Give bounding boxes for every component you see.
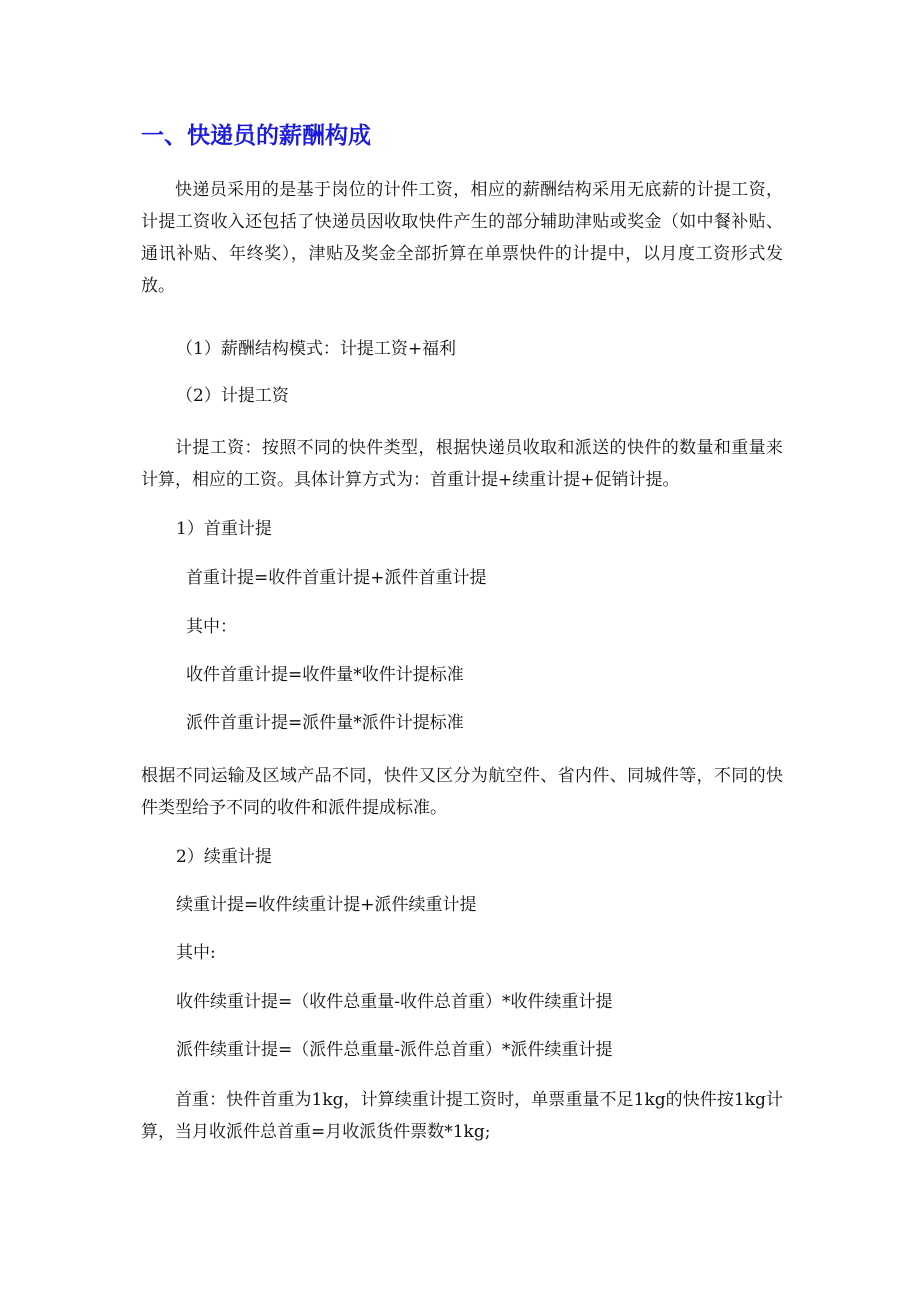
continued-weight-receive-formula: 收件续重计提=（收件总重量-收件总首重）*收件续重计提 (176, 992, 613, 1012)
first-weight-dispatch-formula: 派件首重计提=派件量*派件计提标准 (186, 713, 464, 733)
section-title: 一、快递员的薪酬构成 (141, 123, 371, 149)
first-weight-formula: 首重计提=收件首重计提+派件首重计提 (186, 568, 487, 588)
item-commission-wage: （2）计提工资 (176, 386, 289, 406)
item-salary-structure: （1）薪酬结构模式：计提工资+福利 (176, 339, 457, 359)
first-weight-note: 首重：快件首重为1kg，计算续重计提工资时，单票重量不足1kg的快件按1kg计算，当月收派件总首重=月收派货件票数*1kg; (141, 1090, 783, 1142)
intro-paragraph: 快递员采用的是基于岗位的计件工资，相应的薪酬结构采用无底薪的计提工资，计提工资收入还包括了快递员因收取快件产生的部分辅助津贴或奖金（如中餐补贴、通讯补贴、年终奖），津贴及奖金全部折算在单票快件的计提中，以月度工资形式发放。 (141, 180, 783, 296)
first-weight-among: 其中： (186, 617, 237, 637)
classification-paragraph: 根据不同运输及区域产品不同，快件又区分为航空件、省内件、同城件等，不同的快件类型给予不同的收件和派件提成标准。 (141, 766, 783, 818)
continued-weight-dispatch-formula: 派件续重计提=（派件总重量-派件总首重）*派件续重计提 (176, 1040, 613, 1060)
calc-paragraph: 计提工资：按照不同的快件类型，根据快递员收取和派送的快件的数量和重量来计算，相应的工资。具体计算方式为：首重计提+续重计提+促销计提。 (141, 438, 783, 490)
first-weight-heading: 1）首重计提 (176, 519, 272, 539)
first-weight-receive-formula: 收件首重计提=收件量*收件计提标准 (186, 665, 464, 685)
continued-weight-formula: 续重计提=收件续重计提+派件续重计提 (176, 895, 477, 915)
continued-weight-heading: 2）续重计提 (176, 847, 272, 867)
continued-weight-among: 其中: (176, 943, 216, 963)
